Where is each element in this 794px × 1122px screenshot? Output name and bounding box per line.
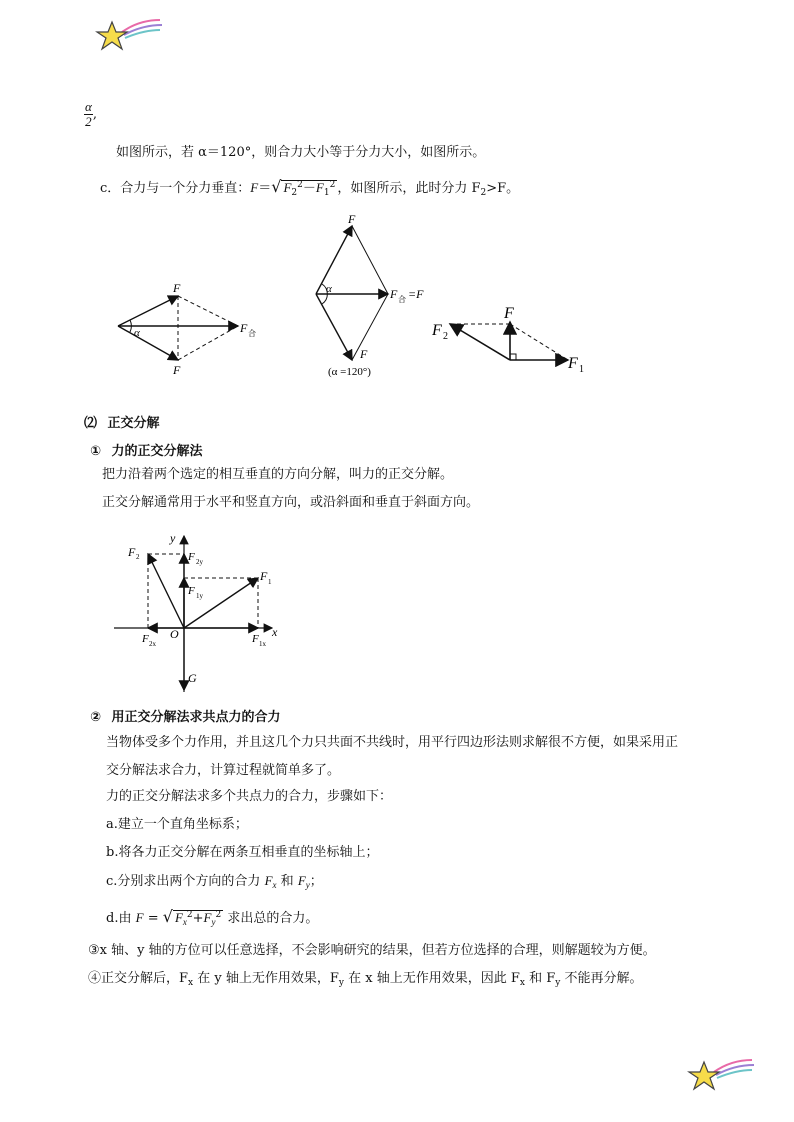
fig1-label-f-bottom: F (173, 363, 181, 377)
step-d-plus: + (192, 911, 204, 926)
fig4-label-f2y-sub: 2y (196, 558, 203, 566)
step-d-fy-sub: y (211, 917, 216, 927)
step-d-fy: F (203, 910, 212, 925)
step-d-eq: = (147, 911, 159, 926)
fig2-label-f-result-sub: 合 (398, 295, 406, 304)
fig1-label-f-result-sub: 合 (248, 329, 256, 338)
case-c-suffix-sub: 2 (480, 188, 487, 198)
note-axis-direction: ③x 轴、y 轴的方位可以任意选择，不会影响研究的结果，但若方位选择的合理，则解题较为方便。 (88, 943, 656, 958)
fig4-label-f2: F (128, 545, 136, 559)
case-c-suffix-end: >F。 (486, 181, 520, 196)
note4-part-d: 和 F (529, 971, 556, 986)
step-c-and: 和 (280, 874, 294, 889)
figure-perpendicular-diagram (430, 302, 600, 380)
figure-coordinate-decomposition (112, 528, 286, 694)
fig2-label-alpha: α (326, 283, 332, 295)
step-d-radicand (173, 910, 223, 926)
subsection-method-heading (90, 440, 203, 459)
radicand (281, 180, 337, 196)
fig4-label-g: G (188, 671, 197, 685)
fig4-label-f1-sub: 1 (268, 578, 272, 586)
note4-part-b-sub: y (338, 978, 344, 988)
section-number: ⑵ (84, 416, 98, 431)
fig4-label-f1: F (260, 569, 268, 583)
fig4-label-f1y: F (188, 585, 195, 597)
fig2-label-f-result-tail: =F (408, 287, 424, 301)
radicand-f1-sup: 2 (329, 180, 336, 190)
fig4-label-f1y-sub: 1y (196, 592, 203, 600)
note4-part-c-sub: x (519, 978, 525, 988)
subsection-number: ① (90, 444, 102, 459)
step-d-prefix: d.由 (106, 911, 132, 926)
fig3-label-f: F (504, 305, 514, 322)
step-c-fy-sub: y (305, 880, 310, 890)
radicand-minus: － (302, 181, 316, 196)
fraction-tail: , (92, 107, 97, 122)
note4-part-a: ④正交分解后，F (88, 971, 189, 986)
fig4-label-f2x: F (142, 633, 149, 645)
alpha-half-fraction (84, 100, 97, 129)
paragraph-multi-force-2: 交分解法求合力，计算过程就简单多了。 (106, 763, 341, 778)
step-c-end: ； (309, 874, 323, 889)
fig3-label-f1-sub: 1 (579, 364, 584, 375)
step-d-fy-sup: 2 (215, 910, 222, 920)
paragraph-perpendicular-case (100, 176, 519, 202)
case-c-prefix: c．合力与一个分力垂直： (100, 181, 251, 196)
step-c-text: c.分别求出两个方向的合力 (106, 874, 261, 889)
shooting-star-icon (94, 16, 166, 56)
fig4-label-f1x: F (252, 633, 259, 645)
fig3-label-f2: F (432, 322, 442, 339)
fig3-label-f1: F (568, 355, 578, 372)
fig1-label-f-result: F (240, 321, 248, 335)
step-d-fx-sup: 2 (186, 910, 193, 920)
subsection-title: 用正交分解法求共点力的合力 (111, 710, 281, 725)
fig4-label-f1x-sub: 1x (259, 640, 266, 648)
fig1-label-f-top: F (173, 281, 181, 295)
step-b: b.将各力正交分解在两条互相垂直的坐标轴上； (106, 845, 379, 860)
paragraph-120-degree: 如图所示，若 α＝120°，则合力大小等于分力大小，如图所示。 (116, 145, 486, 160)
radicand-f2: F (283, 180, 292, 195)
formula-equals: ＝ (258, 181, 272, 196)
paragraph-steps-intro: 力的正交分解法求多个共点力的合力，步骤如下： (106, 789, 393, 804)
paragraph-multi-force-1: 当物体受多个力作用，并且这几个力只共面不共线时，用平行四边形法则求解很不方便，如果采用正 (106, 735, 679, 750)
fig4-label-x: x (272, 625, 278, 639)
note4-part-d-sub: y (555, 978, 561, 988)
fig2-label-f-result: F (390, 287, 398, 301)
formula-f: F (250, 180, 259, 195)
step-d-fx: F (174, 910, 183, 925)
radicand-f2-sub: 2 (291, 188, 298, 198)
radical-sign: √ (271, 177, 282, 196)
step-d-radical-sign: √ (162, 907, 173, 926)
note4-part-c: 在 x 轴上无作用效果，因此 F (348, 971, 520, 986)
step-c-fx-sub: x (272, 880, 277, 890)
fig4-label-origin: O (170, 627, 179, 641)
paragraph-definition: 把力沿着两个选定的相互垂直的方向分解，叫力的正交分解。 (102, 467, 454, 482)
subsection-title: 力的正交分解法 (111, 444, 203, 459)
fraction-denominator: 2 (85, 114, 92, 129)
shooting-star-icon (686, 1056, 758, 1096)
step-d-f: F (135, 910, 144, 925)
fig3-label-f2-sub: 2 (443, 331, 448, 342)
step-c-fy: F (297, 873, 306, 888)
step-c-fx: F (264, 873, 273, 888)
case-c-suffix: ，如图所示，此时分力 F (337, 181, 481, 196)
fig4-label-f2-sub: 2 (136, 553, 140, 561)
step-d-fx-sub: x (182, 917, 187, 927)
fig1-label-alpha: α (134, 327, 140, 339)
step-d-end: 求出总的合力。 (227, 911, 319, 926)
subsection-resultant-heading (90, 706, 281, 725)
note4-part-a-sub: x (188, 978, 194, 988)
section-orthogonal-heading (84, 412, 160, 431)
note-no-further-decomposition (88, 970, 643, 992)
step-c (106, 872, 323, 894)
note4-part-e: 不能再分解。 (564, 971, 643, 986)
radicand-f1: F (315, 180, 324, 195)
note4-part-b: 在 y 轴上无作用效果，F (197, 971, 339, 986)
fig2-label-f-bottom: F (360, 347, 368, 361)
fig2-caption: (α =120°) (328, 366, 371, 378)
paragraph-usage: 正交分解通常用于水平和竖直方向，或沿斜面和垂直于斜面方向。 (102, 495, 480, 510)
radicand-f1-sub: 1 (323, 188, 330, 198)
section-title: 正交分解 (107, 416, 160, 431)
step-d (106, 906, 318, 931)
subsection-number: ② (90, 710, 102, 725)
fraction-numerator: α (85, 99, 92, 114)
fig4-label-f2y: F (188, 551, 195, 563)
radicand-f2-sup: 2 (297, 180, 303, 190)
figure-rhombus-diagram (110, 280, 270, 380)
step-a: a.建立一个直角坐标系； (106, 817, 248, 832)
figure-120-degree-diagram (306, 212, 436, 382)
fig4-label-y: y (170, 531, 176, 545)
fig2-label-f-top: F (348, 212, 356, 226)
fig4-label-f2x-sub: 2x (149, 640, 156, 648)
